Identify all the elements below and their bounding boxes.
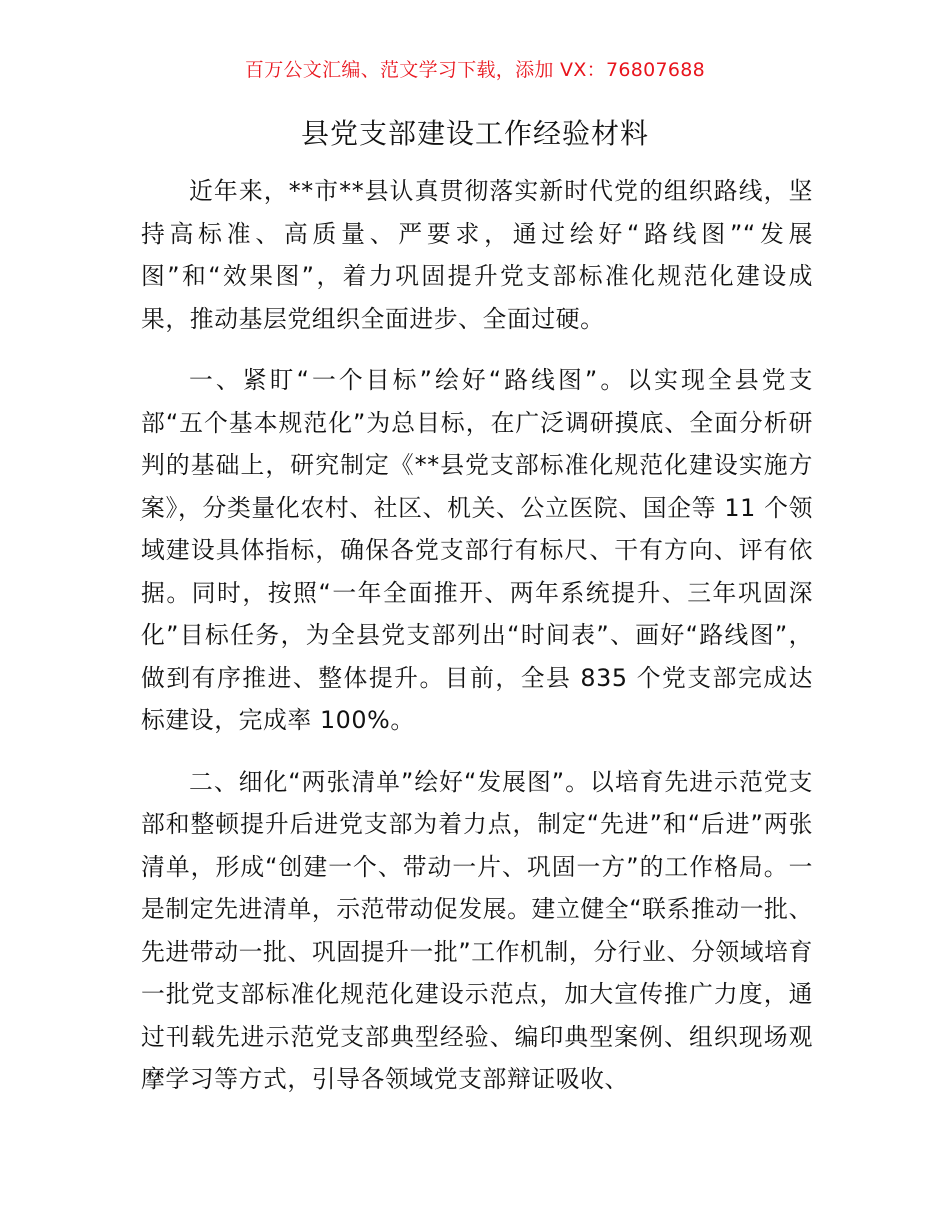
- paragraph-section-two: 二、细化“两张清单”绘好“发展图”。以培育先进示范党支部和整顿提升后进党支部为着力点，制定“先进”和“后进”两张清单，形成“创建一个、带动一片、巩固一方”的工作格局。一是制定先进清单，示范带动促发展。建立健全“联系推动一批、先进带动一批、巩固提升一批”工作机制，分行业、分领域培育一批党支部标准化规范化建设示范点，加大宣传推广力度，通过刊载先进示范党支部典型经验、编印典型案例、组织现场观摩学习等方式，引导各领域党支部辩证吸收、: [141, 767, 813, 1093]
- paragraph-section-one: 一、紧盯“一个目标”绘好“路线图”。以实现全县党支部“五个基本规范化”为总目标，在广泛调研摸底、全面分析研判的基础上，研究制定《**县党支部标准化规范化建设实施方案》，分类量化农村、社区、机关、公立医院、国企等 11 个领域建设具体指标，确保各党支部行有标尺、干有方向、评有依据。同时，按照“一年全面推开、两年系统提升、三年巩固深化”目标任务，为全县党支部列出“时间表”、画好“路线图”，做到有序推进、整体提升。目前，全县 835 个党支部完成达标建设，完成率 100%。: [141, 366, 813, 734]
- document-title: 县党支部建设工作经验材料: [300, 117, 649, 150]
- paragraph-intro: 近年来，**市**县认真贯彻落实新时代党的组织路线，坚持高标准、高质量、严要求，通过绘好“路线图”“发展图”和“效果图”，着力巩固提升党支部标准化规范化建设成果，推动基层党组织全面进步、全面过硬。: [141, 177, 813, 333]
- document-body: [141, 170, 813, 1120]
- header-note: 百万公文汇编、范文学习下载，添加 VX：76807688: [244, 59, 706, 81]
